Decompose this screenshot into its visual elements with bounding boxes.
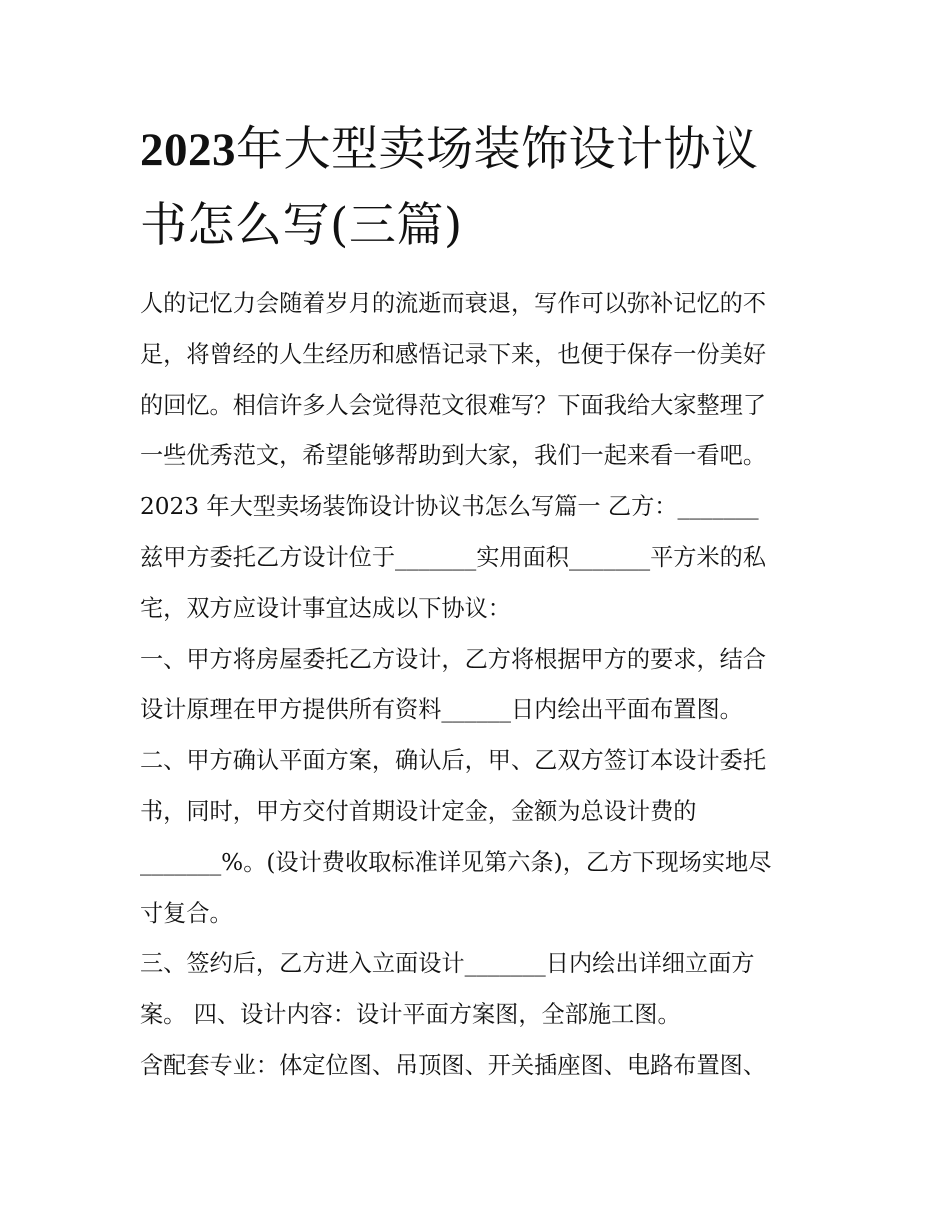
title-year: 2023: [140, 124, 236, 176]
body-line: 案。 四、设计内容：设计平面方案图，全部施工图。: [140, 1001, 681, 1029]
body-line: 一些优秀范文，希望能够帮助到大家，我们一起来看一看吧。: [140, 442, 767, 470]
body-line: 兹甲方委托乙方设计位于_______实用面积_______平方米的私: [140, 543, 767, 571]
title-line-1: [140, 122, 759, 177]
body-line: 宅，双方应设计事宜达成以下协议：: [140, 594, 511, 622]
body-line: 设计原理在甲方提供所有资料______日内绘出平面布置图。: [140, 696, 743, 724]
body-line: 足，将曾经的人生经历和感悟记录下来，也便于保存一份美好: [140, 340, 767, 368]
body-line: 寸复合。: [140, 899, 233, 927]
document-body: [140, 279, 820, 1092]
body-line: 含配套专业：体定位图、吊顶图、开关插座图、电路布置图、: [140, 1051, 767, 1079]
body-line: 人的记忆力会随着岁月的流逝而衰退，写作可以弥补记忆的不: [140, 290, 767, 317]
document-title: [140, 112, 820, 263]
body-line: 的回忆。相信许多人会觉得范文很难写？下面我给大家整理了: [140, 391, 767, 419]
body-line: 二、甲方确认平面方案，确认后，甲、乙双方签订本设计委托: [140, 747, 767, 775]
body-line: 一、甲方将房屋委托乙方设计，乙方将根据甲方的要求，结合: [140, 645, 767, 673]
body-line: 书，同时，甲方交付首期设计定金，金额为总设计费的: [140, 797, 697, 825]
body-line: _______%。(设计费收取标准详见第六条)，乙方下现场实地尽: [140, 848, 772, 876]
title-line-2: 书怎么写(三篇): [140, 198, 463, 253]
title-line-1-text: 年大型卖场装饰设计协议: [236, 122, 759, 177]
body-line: 2023 年大型卖场装饰设计协议书怎么写篇一 乙方：_______: [140, 493, 759, 521]
body-line: 三、签约后，乙方进入立面设计_______日内绘出详细立面方: [140, 950, 755, 978]
